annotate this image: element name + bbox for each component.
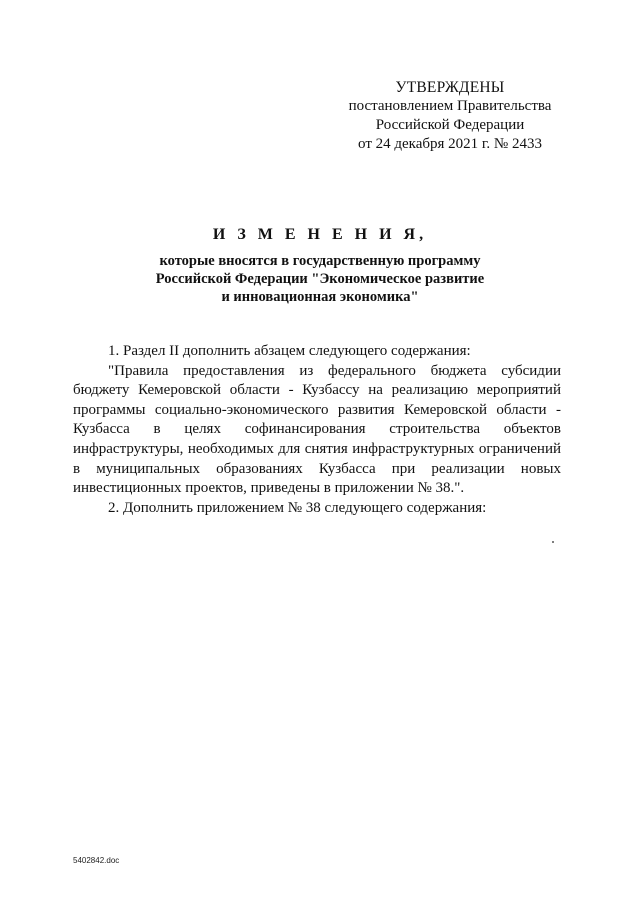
document-subtitle-line-1: которые вносятся в государственную программу <box>159 253 481 269</box>
approval-date-number: от 24 декабря 2021 г. № 2433 <box>358 136 542 152</box>
document-title-block <box>70 224 570 306</box>
scan-dot-mark <box>552 541 554 543</box>
approval-line-2: Российской Федерации <box>375 117 525 133</box>
approval-block <box>330 78 570 154</box>
approval-line-1: постановлением Правительства <box>348 98 552 114</box>
paragraph-item-1: 1. Раздел II дополнить абзацем следующего содержания: <box>108 343 471 359</box>
document-body <box>73 342 561 518</box>
paragraph-quote: "Правила предоставления из федерального бюджета субсидии бюджету Кемеровской области - Кузбассу на реализацию мероприятий программы социально-экономического развития Кемеровской области - Кузбасса в целях софинансирования строительства объектов инфраструктуры, необходимых для снятия инфраструктурных ограничений в муниципальных образованиях Кузбасса при реализации новых инвестиционных проектов, приведены в приложении № 38.". <box>73 362 561 497</box>
paragraph-item-2: 2. Дополнить приложением № 38 следующего содержания: <box>108 499 487 516</box>
document-subtitle-line-3: и инновационная экономика" <box>221 289 419 305</box>
document-title: И З М Е Н Е Н И Я, <box>212 226 428 243</box>
footer-filename: 5402842.doc <box>73 856 120 865</box>
document-subtitle-line-2: Российской Федерации "Экономическое развитие <box>155 271 485 287</box>
approval-heading: УТВЕРЖДЕНЫ <box>395 79 505 96</box>
